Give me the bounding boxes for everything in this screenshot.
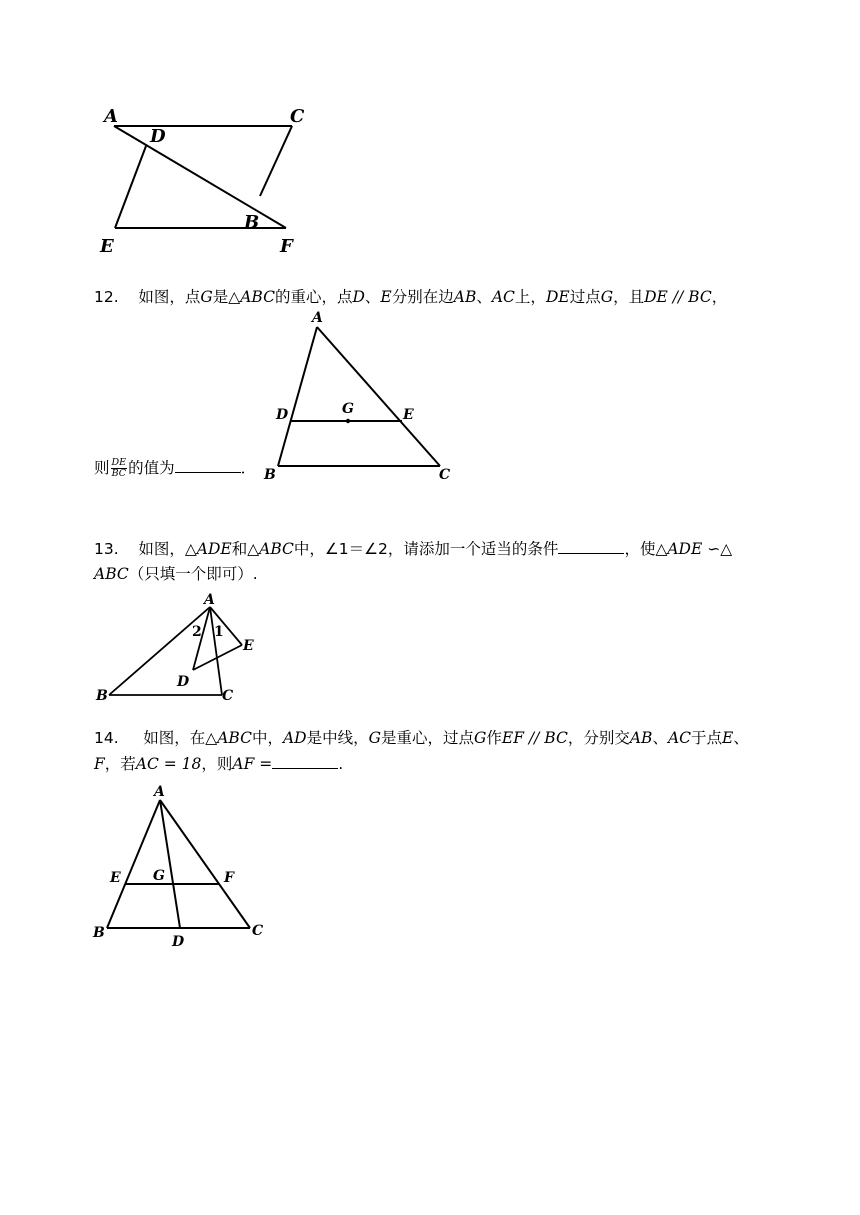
text: 是重心，过点 [381,729,475,747]
math: AC [491,288,515,306]
math: G [600,288,614,306]
label-E: E [403,407,414,423]
math: DE [545,288,570,306]
math: EF // BC [501,729,568,747]
math: E [380,288,392,306]
text: ，分别交 [567,729,630,747]
label-D: D [177,674,190,690]
angle-2-label: 2 [192,624,202,640]
math: F [94,755,105,773]
text: ∽△ [702,540,733,558]
label-C: C [290,106,305,127]
math: AB [629,729,653,747]
text: 、 [364,288,381,306]
question-13-line-1 [94,539,732,559]
label-D: D [150,126,166,147]
math: AD [282,729,307,747]
math: AC [667,729,692,747]
label-C: C [252,923,264,939]
label-B: B [96,688,108,704]
answer-blank[interactable] [175,458,241,473]
text: 的值为 [128,459,175,477]
text: ，请添加一个适当的条件 [387,540,559,558]
label-E: E [100,236,114,257]
text: 的重心，点 [274,288,353,306]
math: ABC [217,729,252,747]
label-A: A [204,592,215,608]
math: DE // BC [644,288,712,306]
math: AB [453,288,477,306]
figure-q14 [90,780,280,955]
text: （只填一个即可）. [128,565,258,583]
fraction-numerator: DE [111,457,127,468]
figure-q12 [262,305,462,485]
question-12-line-1 [94,287,727,307]
label-E: E [110,870,121,886]
text: 是△ [212,288,241,306]
question-number: 12. [94,288,119,306]
label-E: E [243,638,254,654]
text: 、 [476,288,492,306]
question-number: 14. [94,729,119,747]
text: 作 [486,729,502,747]
math: AF = [232,755,273,773]
question-12-line-2 [94,458,256,479]
text: 、 [652,729,668,747]
fraction-denominator: BC [111,468,127,479]
text: 上， [514,288,546,306]
math: ABC [94,565,129,583]
text: ，则 [201,755,233,773]
question-14-line-1 [94,728,749,748]
label-F: F [224,870,234,886]
text: ，若 [104,755,136,773]
text: 是中线， [306,729,369,747]
label-D: D [172,934,185,950]
text: 和△ [231,540,260,558]
text: 于点 [691,729,723,747]
text: ． [240,459,257,477]
label-F: F [280,236,293,257]
math: ABC [240,288,275,306]
text: ， [711,288,728,306]
text: 如图，△ [138,540,197,558]
label-G: G [342,401,354,417]
math: G [200,288,213,306]
text: 中， [251,729,283,747]
math: D [352,288,365,306]
text: ，使△ [624,540,668,558]
figure-q11 [90,95,330,265]
text: ，且 [613,288,645,306]
text: 则 [94,459,110,477]
label-B: B [264,467,276,483]
label-C: C [439,467,451,483]
label-A: A [154,784,165,800]
label-A: A [312,310,323,326]
math: ADE [667,540,703,558]
question-number: 13. [94,540,119,558]
label-A: A [104,106,118,127]
text: 中， [293,540,325,558]
label-B: B [244,212,260,233]
math: G [368,729,381,747]
math: E [722,729,734,747]
fraction-de-bc [111,458,128,479]
angle-1-label: 1 [214,624,224,640]
text: . [338,755,344,773]
label-B: B [93,925,105,941]
angle-equality: ∠1＝∠2 [324,540,388,558]
text: 分别在边 [391,288,454,306]
math: ADE [196,540,232,558]
math: ABC [259,540,294,558]
text: 如图，点 [138,288,201,306]
text: 如图，在△ [143,729,218,747]
label-C: C [222,688,234,704]
math: G [474,729,487,747]
text: 、 [733,729,749,747]
math: AC = 18 [135,755,202,773]
figure-q13 [92,590,272,705]
question-13-line-2 [94,564,258,584]
answer-blank[interactable] [272,754,338,769]
question-14-line-2 [94,754,343,774]
label-G: G [153,868,165,884]
label-D: D [276,407,289,423]
text: 过点 [569,288,601,306]
answer-blank[interactable] [558,539,624,554]
